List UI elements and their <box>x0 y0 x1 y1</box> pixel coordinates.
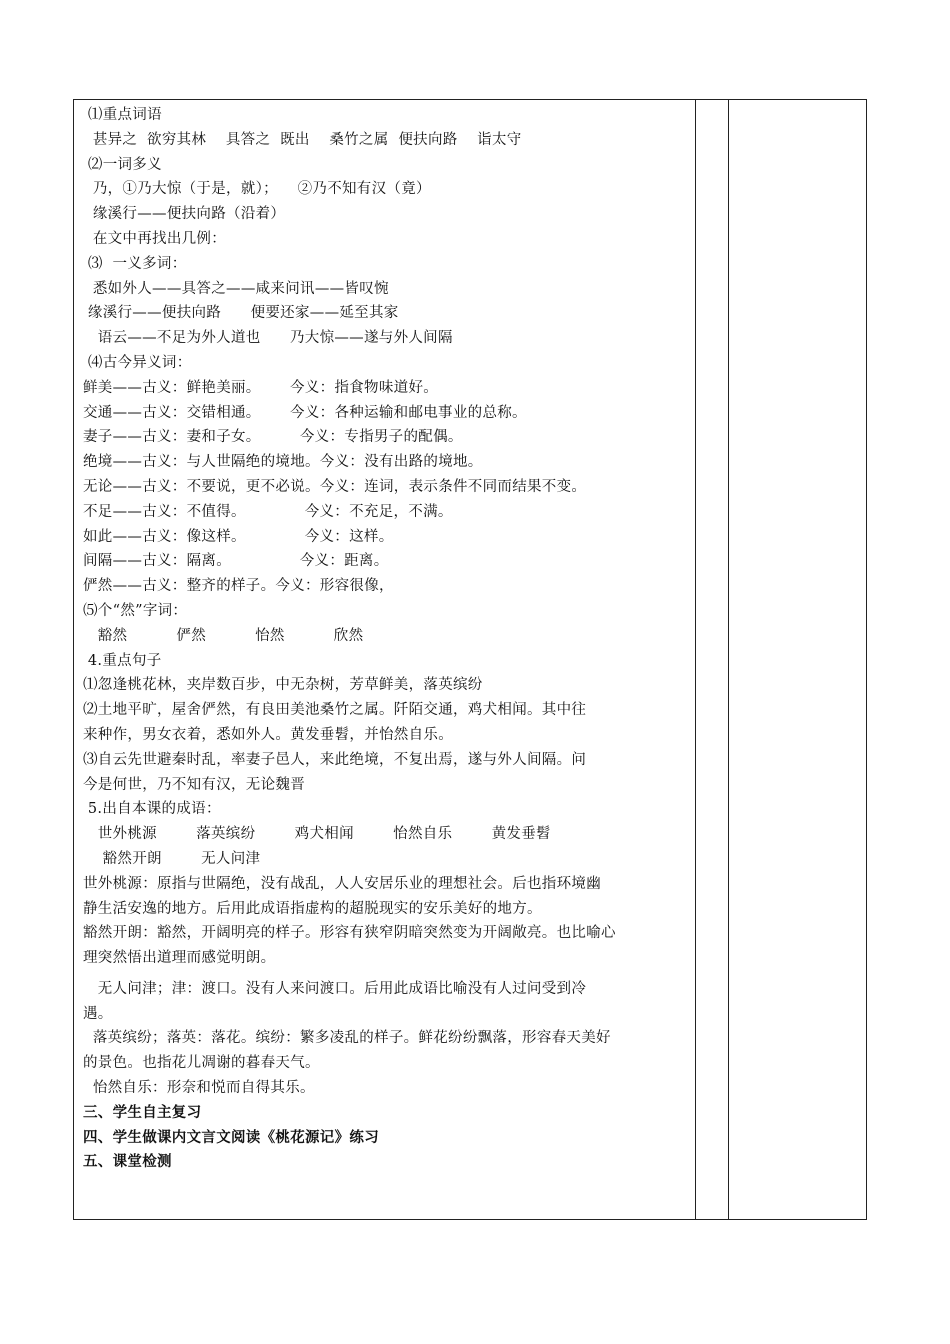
section-heading-4: 四、学生做课内文言文阅读《桃花源记》练习 <box>83 1128 379 1146</box>
subheading-ran-words: ⑸个“然”字词： <box>83 602 188 619</box>
lesson-content <box>83 103 683 1175</box>
lesson-table <box>73 99 867 1220</box>
text-line: 世外桃源 落英缤纷 鸡犬相闻 怡然自乐 黄发垂髫 <box>83 826 551 843</box>
section-heading-3: 三、学生自主复习 <box>83 1103 202 1121</box>
text-line: 交通——古义：交错相通。 今义：各种运输和邮电事业的总称。 <box>83 404 527 421</box>
text-line: 间隔——古义：隔离。 今义：距离。 <box>83 553 389 570</box>
text-line: 语云——不足为外人道也 乃大惊——遂与外人间隔 <box>83 330 453 347</box>
text-line: 缘溪行——便扶向路 便要还家——延至其家 <box>83 305 399 322</box>
text-line: 乃，①乃大惊（于是，就）； ②乃不知有汉（竟） <box>83 181 431 198</box>
text-line: 如此——古义：像这样。 今义：这样。 <box>83 528 394 545</box>
text-line: 鲜美——古义：鲜艳美丽。 今义：指食物味道好。 <box>83 379 439 396</box>
text-line: 今是何世，乃不知有汉，无论魏晋 <box>83 776 305 793</box>
text-line: 遇。 <box>83 1005 113 1022</box>
column-divider <box>728 100 729 1219</box>
subheading-key-sentences: 4.重点句子 <box>83 652 162 669</box>
text-line: 缘溪行——便扶向路（沿着） <box>83 206 286 223</box>
text-line: ⑶自云先世避秦时乱，率妻子邑人，来此绝境，不复出焉，遂与外人间隔。问 <box>83 751 587 768</box>
text-line: 无人问津；津：渡口。没有人来问渡口。后用此成语比喻没有人过问受到冷 <box>83 980 587 997</box>
subheading-synonyms: ⑶ 一义多词： <box>83 255 187 272</box>
text-line: 豁然开朗：豁然，开阔明亮的样子。形容有狭窄阴暗突然变为开阔敞亮。也比喻心 <box>83 925 616 942</box>
subheading-ancient-modern: ⑷古今异义词： <box>83 354 192 371</box>
text-line: 世外桃源：原指与世隔绝，没有战乱，人人安居乐业的理想社会。后也指环境幽 <box>83 875 601 892</box>
text-line: 静生活安逸的地方。后用此成语指虚构的超脱现实的安乐美好的地方。 <box>83 900 542 917</box>
section-heading-5: 五、课堂检测 <box>83 1153 172 1171</box>
text-line: 甚异之 欲穷其林 具答之 既出 桑竹之属 便扶向路 诣太守 <box>83 131 522 148</box>
text-line: 不足——古义：不值得。 今义：不充足，不满。 <box>83 503 453 520</box>
text-line: ⑵土地平旷，屋舍俨然，有良田美池桑竹之属。阡陌交通，鸡犬相闻。其中往 <box>83 702 587 719</box>
text-line: 落英缤纷；落英：落花。缤纷：繁多凌乱的样子。鲜花纷纷飘落，形容春天美好 <box>83 1030 611 1047</box>
text-line: 妻子——古义：妻和子女。 今义：专指男子的配偶。 <box>83 429 463 446</box>
text-line: 理突然悟出道理而感觉明朗。 <box>83 950 276 967</box>
text-line: 在文中再找出几例： <box>83 230 227 247</box>
text-line: 俨然——古义：整齐的样子。今义：形容很像， <box>83 578 394 595</box>
text-line: 的景色。也指花儿凋谢的暮春天气。 <box>83 1055 320 1072</box>
subheading-idioms: 5.出自本课的成语： <box>83 801 221 818</box>
subheading-key-words: ⑴重点词语 <box>83 107 162 123</box>
column-divider <box>695 100 696 1219</box>
text-line: 来种作，男女衣着，悉如外人。黄发垂髫，并怡然自乐。 <box>83 726 453 743</box>
text-line: 无论——古义：不要说，更不必说。今义：连词，表示条件不同而结果不变。 <box>83 478 587 495</box>
text-line: 悉如外人——具答之——咸来问讯——皆叹惋 <box>83 280 389 297</box>
text-line: 豁然开朗 无人问津 <box>83 850 261 867</box>
text-line: ⑴忽逢桃花林，夹岸数百步，中无杂树，芳草鲜美，落英缤纷 <box>83 677 483 694</box>
text-line: 豁然 俨然 怡然 欣然 <box>83 627 364 644</box>
subheading-polysemy: ⑵一词多义 <box>83 156 162 173</box>
text-line: 绝境——古义：与人世隔绝的境地。今义：没有出路的境地。 <box>83 454 483 471</box>
text-line: 怡然自乐：形奈和悦而自得其乐。 <box>83 1080 315 1097</box>
